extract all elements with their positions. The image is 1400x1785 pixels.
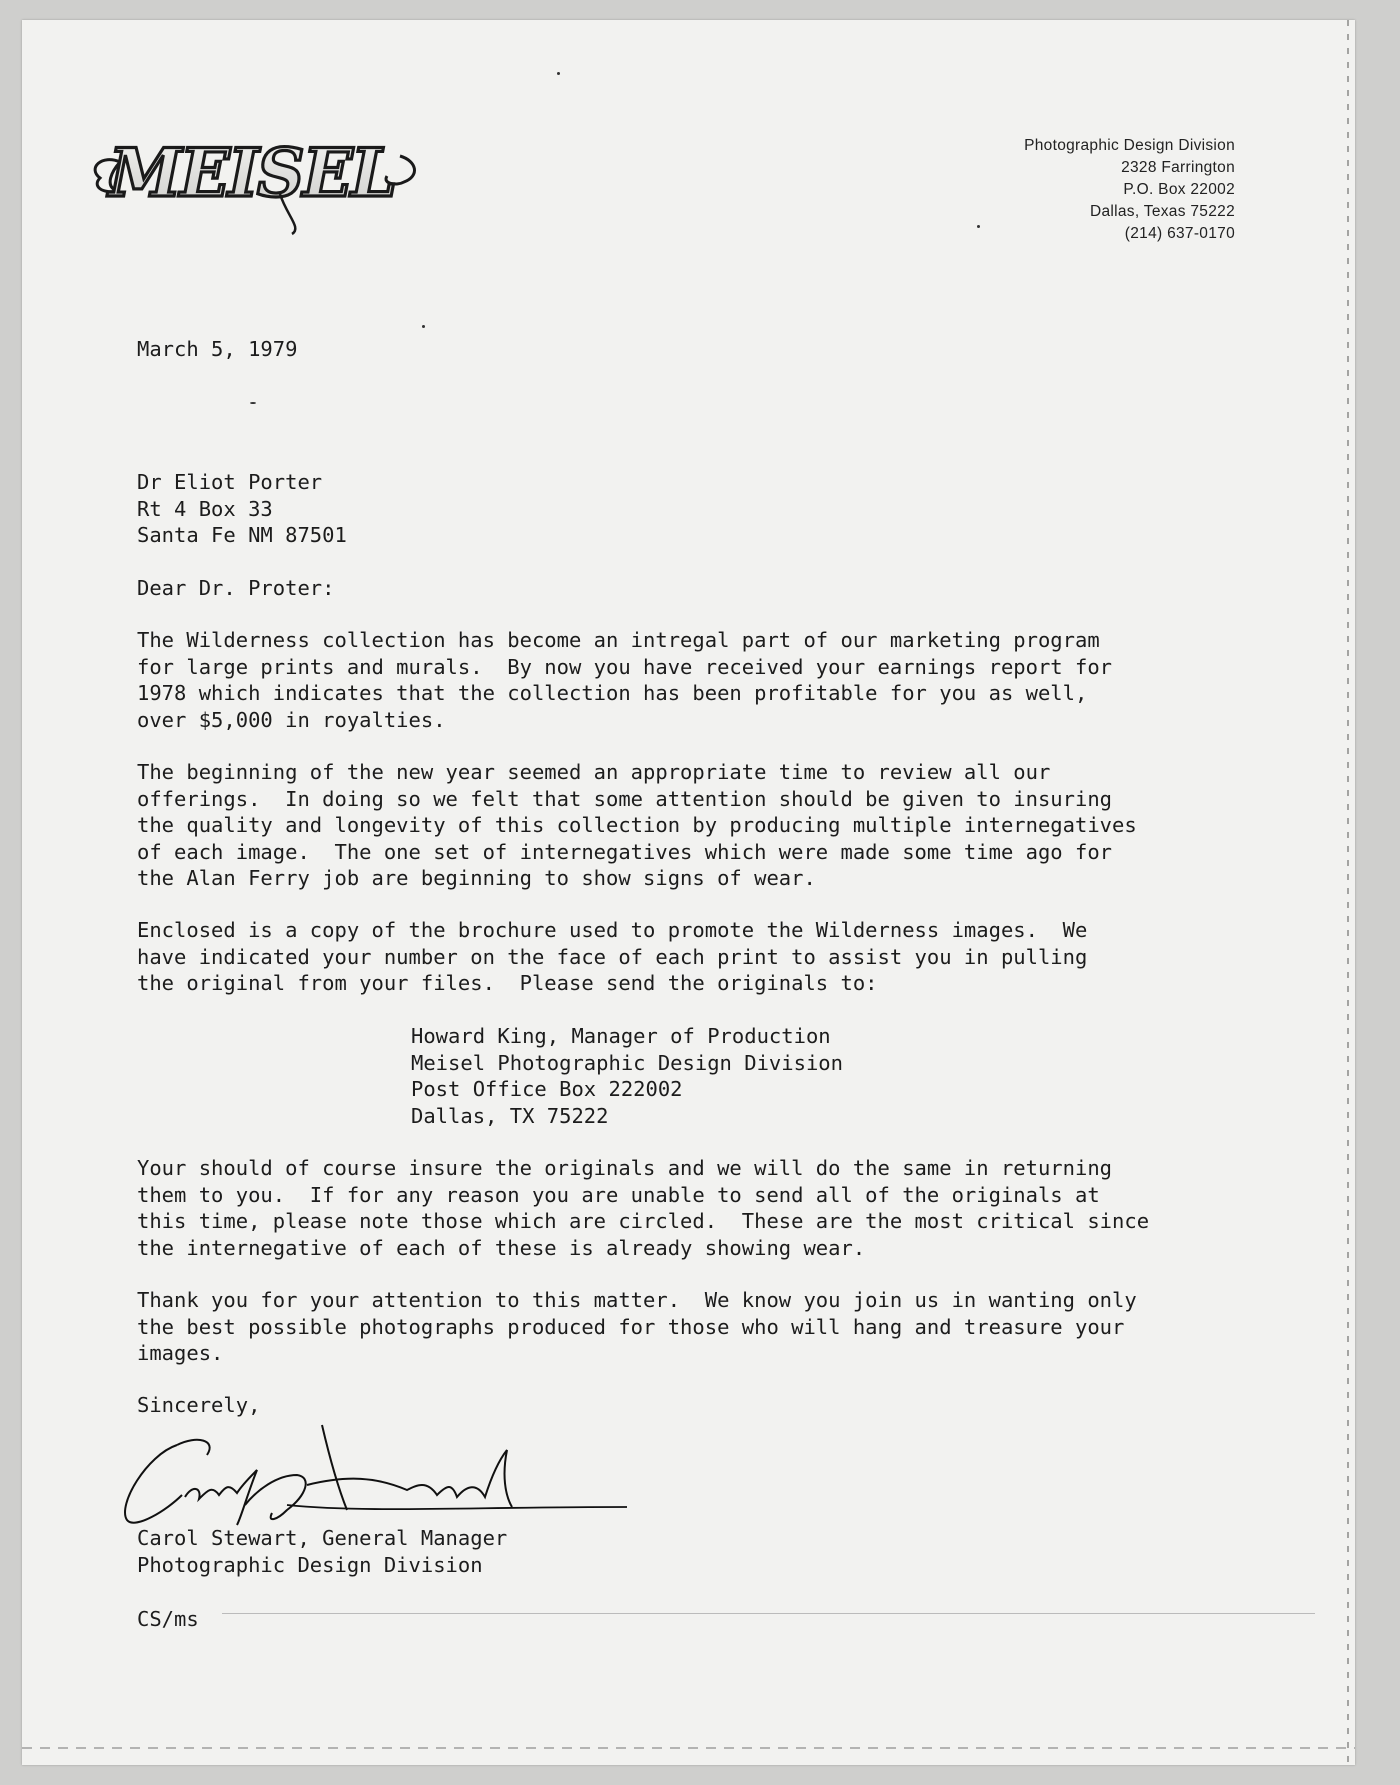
typist-initials: CS/ms <box>137 1607 199 1631</box>
paragraph-line: over $5,000 in royalties. <box>137 707 446 732</box>
paragraph-line: The Wilderness collection has become an intregal part of our marketing program <box>137 628 1100 652</box>
ship-to-company: Meisel Photographic Design Division <box>411 1050 843 1075</box>
scan-speck <box>250 402 256 404</box>
recipient-address <box>137 469 347 549</box>
signer-block <box>137 1525 507 1578</box>
ship-to-address <box>411 1023 843 1129</box>
faint-rule <box>222 1613 1315 1614</box>
letterhead-po-box: P.O. Box 22002 <box>1123 181 1235 198</box>
paragraph-line: them to you. If for any reason you are unable to send all of the originals at <box>137 1182 1100 1207</box>
letterhead-city: Dallas, Texas 75222 <box>1089 203 1235 220</box>
recipient-city: Santa Fe NM 87501 <box>137 523 347 547</box>
paragraph-line: Your should of course insure the originals and we will do the same in returning <box>137 1156 1113 1180</box>
paragraph-line: images. <box>137 1341 224 1365</box>
letterhead-address <box>1024 135 1235 245</box>
paragraph-line: 1978 which indicates that the collection has been profitable for you as well, <box>137 681 1088 705</box>
ship-to-box: Post Office Box 222002 <box>411 1077 683 1101</box>
letterhead-street: 2328 Farrington <box>1121 159 1235 176</box>
paragraph-line: the quality and longevity of this collection by producing multiple internegatives <box>137 813 1137 837</box>
letterhead-phone: (214) 637-0170 <box>1124 225 1235 242</box>
paragraph-line: this time, please note those which are circled. These are the most critical since <box>137 1209 1150 1233</box>
signer-division: Photographic Design Division <box>137 1552 483 1577</box>
paragraph-4 <box>137 1155 1149 1261</box>
scan-speck <box>557 72 560 75</box>
letter-page <box>22 20 1355 1765</box>
svg-text:MEISEL: MEISEL <box>108 134 396 212</box>
meisel-logo <box>82 116 422 236</box>
closing: Sincerely, <box>137 1393 261 1417</box>
ship-to-city: Dallas, TX 75222 <box>411 1103 609 1128</box>
paragraph-1 <box>137 627 1112 733</box>
paragraph-2 <box>137 759 1137 892</box>
scan-speck <box>977 225 980 228</box>
paragraph-3 <box>137 917 1087 997</box>
paragraph-line: for large prints and murals. By now you have received your earnings report for <box>137 654 1113 679</box>
letter-date: March 5, 1979 <box>137 337 298 361</box>
paragraph-line: of each image. The one set of internegatives which were made some time ago for <box>137 839 1113 864</box>
scan-speck <box>422 325 425 328</box>
ship-to-name: Howard King, Manager of Production <box>411 1024 831 1048</box>
paragraph-line: the internegative of each of these is already showing wear. <box>137 1235 866 1260</box>
paragraph-line: The beginning of the new year seemed an appropriate time to review all our <box>137 760 1051 784</box>
paragraph-line: Enclosed is a copy of the brochure used to promote the Wilderness images. We <box>137 918 1088 942</box>
paragraph-line: offerings. In doing so we felt that some attention should be given to insuring <box>137 786 1113 811</box>
letterhead-division: Photographic Design Division <box>1024 137 1235 154</box>
recipient-name: Dr Eliot Porter <box>137 470 323 494</box>
signer-name: Carol Stewart, General Manager <box>137 1526 508 1550</box>
paragraph-line: Thank you for your attention to this matter. We know you join us in wanting only <box>137 1288 1137 1312</box>
recipient-street: Rt 4 Box 33 <box>137 496 273 521</box>
paragraph-5 <box>137 1287 1137 1367</box>
paragraph-line: the best possible photographs produced for those who will hang and treasure your <box>137 1314 1125 1339</box>
paragraph-line: the Alan Ferry job are beginning to show signs of wear. <box>137 866 816 890</box>
paragraph-line: have indicated your number on the face of each print to assist you in pulling <box>137 944 1088 969</box>
salutation: Dear Dr. Proter: <box>137 576 335 600</box>
paragraph-line: the original from your files. Please send the originals to: <box>137 971 878 995</box>
